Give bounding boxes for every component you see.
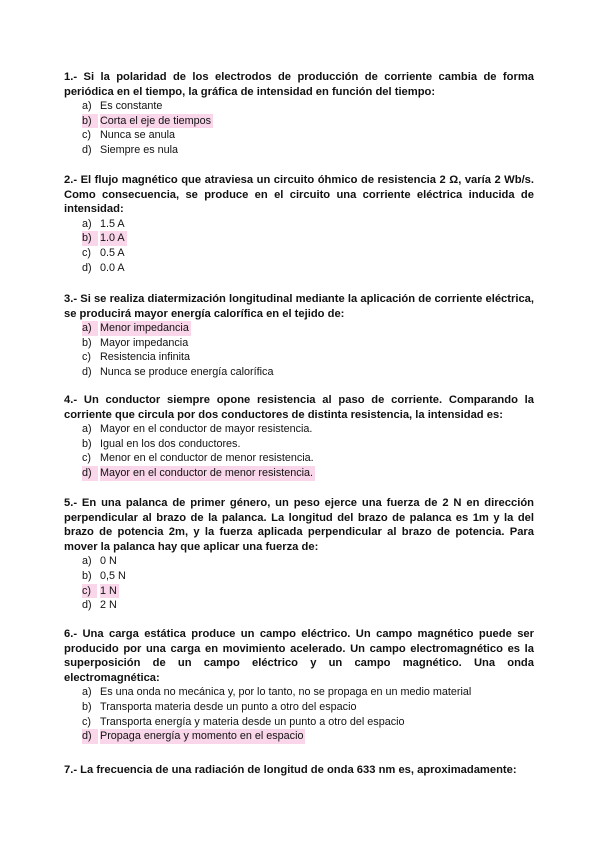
option-text: 1 N <box>100 584 117 597</box>
question-stem <box>64 763 534 778</box>
option-text: Siempre es nula <box>100 143 179 156</box>
option-letter: b) <box>82 114 98 129</box>
answer-option <box>64 261 534 276</box>
question-text: La frecuencia de una radiación de longitud de onda 633 nm es, aproximadamente: <box>80 764 517 776</box>
option-text: Es constante <box>100 100 163 113</box>
question-5 <box>64 496 534 613</box>
option-letter: a) <box>82 423 92 436</box>
option-letter: c) <box>82 129 91 142</box>
option-text: Transporta materia desde un punto a otro del espacio <box>100 700 357 713</box>
answer-option <box>64 451 534 466</box>
option-letter: d) <box>82 729 98 744</box>
question-stem <box>64 70 534 99</box>
option-letter: d) <box>82 261 92 274</box>
option-text: Transporta energía y materia desde un punto a otro del espacio <box>100 715 405 728</box>
answer-option <box>64 715 534 730</box>
option-text: Mayor en el conductor de mayor resistencia. <box>100 423 313 436</box>
question-3 <box>64 292 534 380</box>
option-text: Resistencia infinita <box>100 351 191 364</box>
option-letter: a) <box>82 321 98 336</box>
option-text: 0 N <box>100 555 117 568</box>
option-letter: a) <box>82 555 92 568</box>
option-letter: c) <box>82 715 91 728</box>
option-text: Mayor impedancia <box>100 336 189 349</box>
option-letter: c) <box>82 351 91 364</box>
option-letter: b) <box>82 336 92 349</box>
option-letter: d) <box>82 599 92 612</box>
answer-option <box>64 128 534 143</box>
answer-options <box>64 554 534 612</box>
answer-option-highlighted <box>64 584 534 599</box>
answer-option-highlighted <box>64 729 534 744</box>
option-letter: c) <box>82 452 91 465</box>
answer-options <box>64 685 534 743</box>
option-letter: a) <box>82 100 92 113</box>
option-letter: c) <box>82 584 97 599</box>
option-letter: a) <box>82 686 92 699</box>
question-text: Si se realiza diatermización longitudinal mediante la aplicación de corriente eléctrica, se producirá mayor energía calorífica en el tejido de: <box>64 293 535 320</box>
question-number: 1.- <box>64 71 78 83</box>
answer-option <box>64 685 534 700</box>
question-stem <box>64 627 534 685</box>
option-text: 0.5 A <box>100 246 125 259</box>
question-stem <box>64 496 534 554</box>
answer-option-highlighted <box>64 321 534 336</box>
answer-option <box>64 336 534 351</box>
option-letter: a) <box>82 217 92 230</box>
option-letter: b) <box>82 231 98 246</box>
option-letter: b) <box>82 437 92 450</box>
option-text: Corta el eje de tiempos <box>100 114 212 127</box>
option-letter: d) <box>82 466 98 481</box>
option-text: Igual en los dos conductores. <box>100 437 241 450</box>
question-7 <box>64 763 534 778</box>
question-2 <box>64 173 534 275</box>
answer-option <box>64 143 534 158</box>
question-number: 5.- <box>64 497 78 509</box>
option-letter: d) <box>82 365 92 378</box>
answer-option <box>64 246 534 261</box>
answer-option <box>64 99 534 114</box>
answer-option <box>64 437 534 452</box>
option-text: Propaga energía y momento en el espacio <box>100 730 304 743</box>
option-text: 2 N <box>100 599 117 612</box>
question-text: El flujo magnético que atraviesa un circuito óhmico de resistencia 2 Ω, varía 2 Wb/s. Como consecuencia, se produce en el circuito una corriente eléctrica inducida de intensidad: <box>64 174 535 216</box>
question-number: 6.- <box>64 628 78 640</box>
question-text: Una carga estática produce un campo eléctrico. Un campo magnético puede ser producido por una carga en movimiento acelerado. Un campo electromagnético es la superposición de un campo eléctrico y un campo magnético. Una onda electromagnética: <box>64 628 535 684</box>
question-number: 2.- <box>64 174 78 186</box>
answer-option <box>64 350 534 365</box>
option-text: Es una onda no mecánica y, por lo tanto, no se propaga en un medio material <box>100 686 472 699</box>
question-text: En una palanca de primer género, un peso ejerce una fuerza de 2 N en dirección perpendicular al brazo de la palanca. La longitud del brazo de palanca es 1m y la del brazo de potencia 2m, y la fuerza aplicada perpendicular al brazo de potencia. Para mover la palanca hay que aplicar una fuerza de: <box>64 497 535 553</box>
question-number: 3.- <box>64 293 78 305</box>
answer-option <box>64 700 534 715</box>
option-text: Menor impedancia <box>100 322 189 335</box>
question-number: 7.- <box>64 764 78 776</box>
answer-option <box>64 365 534 380</box>
answer-option <box>64 422 534 437</box>
option-text: 1.0 A <box>100 232 125 245</box>
question-text: Un conductor siempre opone resistencia al paso de corriente. Comparando la corriente que circula por dos conductores de distinta resistencia, la intensidad es: <box>64 394 535 421</box>
answer-options <box>64 321 534 379</box>
question-1 <box>64 70 534 158</box>
question-stem <box>64 393 534 422</box>
question-4 <box>64 393 534 481</box>
answer-option <box>64 217 534 232</box>
option-text: 0.0 A <box>100 261 125 274</box>
answer-options <box>64 99 534 157</box>
option-letter: b) <box>82 700 92 713</box>
answer-options <box>64 422 534 480</box>
question-6 <box>64 627 534 744</box>
option-letter: b) <box>82 569 92 582</box>
answer-option <box>64 598 534 613</box>
question-stem <box>64 173 534 217</box>
answer-option <box>64 554 534 569</box>
option-text: 1.5 A <box>100 217 125 230</box>
question-stem <box>64 292 534 321</box>
answer-option-highlighted <box>64 466 534 481</box>
option-letter: c) <box>82 246 91 259</box>
answer-options <box>64 217 534 275</box>
option-letter: d) <box>82 143 92 156</box>
question-text: Si la polaridad de los electrodos de producción de corriente cambia de forma periódica en el tiempo, la gráfica de intensidad en función del tiempo: <box>64 71 535 98</box>
option-text: Menor en el conductor de menor resistencia. <box>100 452 314 465</box>
option-text: Nunca se anula <box>100 129 176 142</box>
option-text: Nunca se produce energía calorífica <box>100 365 274 378</box>
answer-option-highlighted <box>64 231 534 246</box>
answer-option <box>64 569 534 584</box>
answer-option-highlighted <box>64 114 534 129</box>
question-number: 4.- <box>64 394 78 406</box>
option-text: 0,5 N <box>100 569 126 582</box>
option-text: Mayor en el conductor de menor resistencia. <box>100 466 314 479</box>
